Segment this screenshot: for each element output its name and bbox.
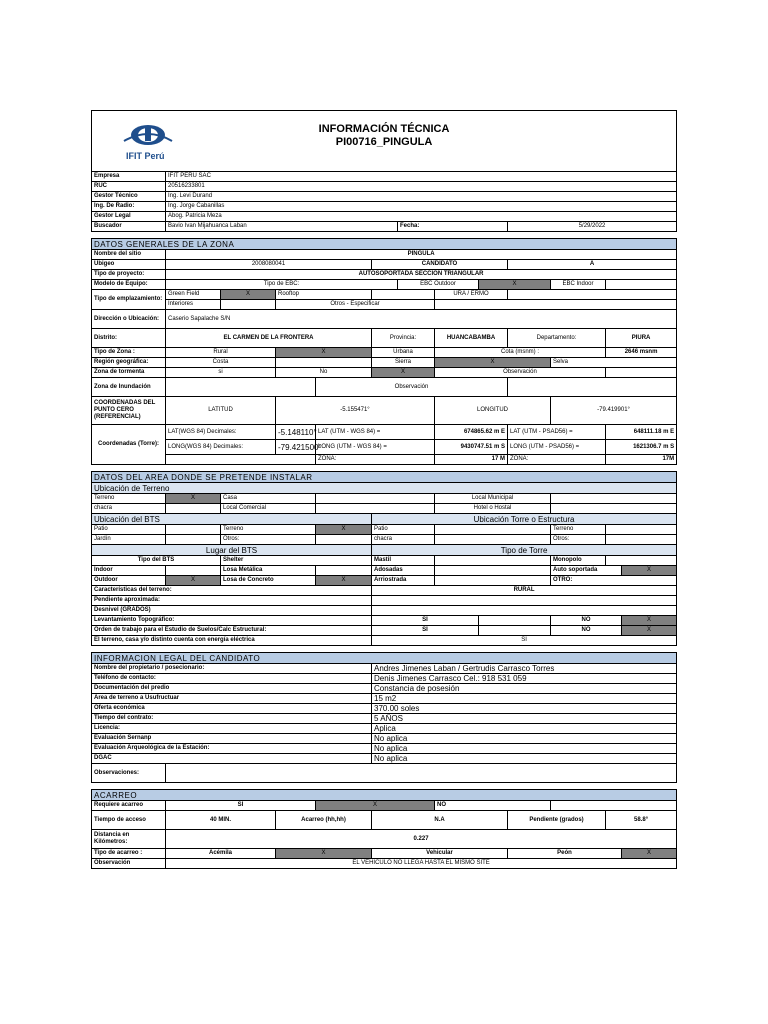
legal-value: No aplica: [372, 754, 677, 764]
torre-terreno-label: Terreno: [551, 525, 606, 535]
requiere-mark: X: [316, 801, 435, 811]
peon-label: Peón: [508, 849, 622, 859]
levantamiento-label: Levantamiento Topográfico:: [92, 616, 372, 626]
levantamiento-mark: X: [622, 616, 677, 626]
tiempo-value: 40 MIN.: [166, 811, 276, 830]
ubic-terreno-heading: Ubicación de Terreno: [92, 483, 677, 494]
peon-mark: X: [622, 849, 677, 859]
legal-label: Area de terreno a Usufructuar: [92, 694, 372, 704]
tipo-torre-heading: Tipo de Torre: [372, 545, 677, 556]
long-psad-value: 1621306.7 m S: [606, 440, 677, 455]
company-value: IFIT PERU SAC: [166, 172, 677, 182]
adosadas-label: Adosadas: [372, 566, 435, 576]
vehicular-label: Vehicular: [372, 849, 508, 859]
ebc-indoor-label: EBC Indoor: [551, 280, 606, 290]
ura-label: URA / ERMO: [435, 290, 508, 300]
lat-psad-label: LAT (UTM - PSAD56) =: [508, 425, 606, 440]
sierra-label: Sierra: [372, 358, 435, 368]
provincia-label: Provincia:: [372, 329, 435, 348]
urbana-label: Urbana: [372, 348, 435, 358]
lat-utm-label: LAT (UTM - WGS 84) =: [316, 425, 435, 440]
candidato-label: CANDIDATO: [372, 260, 508, 270]
acemila-label: Acémila: [166, 849, 276, 859]
losa-concreto-mark: X: [316, 576, 372, 586]
zona-value: 17 M: [435, 455, 508, 465]
distancia-label: Distancia en Kilómetros:: [92, 830, 166, 849]
torre-otros-label: Otros:: [551, 535, 606, 545]
green-field-label: Green Field: [166, 290, 221, 300]
cota-label: Cota (msnm) :: [435, 348, 606, 358]
legal-label: Evaluación Arqueológica de la Estación:: [92, 744, 372, 754]
legal-value: Aplica: [372, 724, 677, 734]
monopolo-label: Monopolo: [551, 556, 606, 566]
terreno-label: Terreno: [92, 494, 166, 504]
ubic-bts-heading: Ubicación del BTS: [92, 514, 372, 525]
section-legal: INFORMACION LEGAL DEL CANDIDATO: [92, 653, 677, 664]
caracteristicas-label: Características del terreno:: [92, 586, 372, 596]
long-dec-value: -79.421500°: [276, 440, 316, 455]
departamento-value: PIURA: [606, 329, 677, 348]
levantamiento-no: NO: [551, 616, 622, 626]
legal-value: 370.00 soles: [372, 704, 677, 714]
zona2-label: ZONA:: [508, 455, 606, 465]
observacion-label: Observación: [92, 859, 166, 869]
orden-label: Orden de trabajo para el Estudio de Suelos/Calc Estructural:: [92, 626, 372, 636]
direccion-value: Caserio Sapalache S/N: [166, 310, 677, 329]
tormenta-no: No: [276, 368, 372, 378]
header: [92, 111, 677, 172]
gestor-tecnico-value: Ing. Levi Durand: [166, 192, 677, 202]
otro-label: OTRO:: [551, 576, 677, 586]
orden-si: SI: [372, 626, 479, 636]
shelter-label: Shelter: [221, 556, 372, 566]
torre-patio-label: Patio: [372, 525, 435, 535]
pendiente-grados-value: 58.8°: [606, 811, 677, 830]
pendiente-label: Pendiente aproximada:: [92, 596, 372, 606]
orden-no: NO: [551, 626, 622, 636]
tipo-ebc-label: Tipo de EBC:: [166, 280, 398, 290]
departamento-label: Departamento:: [508, 329, 606, 348]
fecha-value: 5/29/2022: [508, 222, 677, 232]
legal-label: Tiempo del contrato:: [92, 714, 372, 724]
ruc-label: RUC: [92, 182, 166, 192]
local-municipal-label: Local Municipal: [435, 494, 551, 504]
form-table: [91, 110, 677, 869]
tipo-zona-label: Tipo de Zona :: [92, 348, 166, 358]
rural-mark: X: [276, 348, 372, 358]
legal-label: DGAC: [92, 754, 372, 764]
requiere-si: SI: [166, 801, 316, 811]
green-field-mark: X: [221, 290, 276, 300]
acarreo-hh-value: N.A: [372, 811, 508, 830]
tormenta-si: si: [166, 368, 276, 378]
lat-dec-value: -5.148110°: [276, 425, 316, 440]
gestor-legal-label: Gestor Legal: [92, 212, 166, 222]
section-acarreo: ACARREO: [92, 790, 677, 801]
nombre-label: Nombre del sitio: [92, 250, 166, 260]
rooftop-label: Rooftop: [276, 290, 372, 300]
inundacion-label: Zona de Inundación: [92, 378, 166, 397]
legal-label: Documentación del predio: [92, 684, 372, 694]
ruc-value: 20516233801: [166, 182, 677, 192]
gestor-legal-value: Abog. Patricia Meza: [166, 212, 677, 222]
tormenta-observacion: Observación: [435, 368, 606, 378]
site-code: PI00716_PINGULA: [335, 136, 433, 148]
indoor-label: Indoor: [92, 566, 166, 576]
distrito-label: Distrito:: [92, 329, 166, 348]
tormenta-label: Zona de tormenta: [92, 368, 166, 378]
cota-value: 2646 msnm: [606, 348, 677, 358]
sierra-mark: X: [435, 358, 551, 368]
logo-text: IFIT Perú: [126, 151, 165, 161]
legal-value: Denis Jimenes Carrasco Cel.: 918 531 059: [372, 674, 677, 684]
ubigeo-value: 2008080041: [166, 260, 372, 270]
tipo-bts-label: Tipo del BTS: [92, 556, 221, 566]
rural-label: Rural: [166, 348, 276, 358]
page-title: INFORMACIÓN TÉCNICA: [318, 123, 450, 135]
legal-label: Nombre del propietario / posecionario:: [92, 664, 372, 674]
long-dec-label: LONG(WGS 84) Decimales:: [166, 440, 276, 455]
legal-label: Teléfono de contacto:: [92, 674, 372, 684]
legal-value: Constancia de posesión: [372, 684, 677, 694]
coord-label: COORDENADAS DEL PUNTO CERO (REFERENCIAL): [92, 397, 166, 425]
tiempo-label: Tiempo de acceso: [92, 811, 166, 830]
bts-otros-label: Otros:: [221, 535, 316, 545]
technical-sheet: [91, 110, 676, 902]
latitud-label: LATITUD: [166, 397, 276, 425]
ing-radio-label: Ing. De Radio:: [92, 202, 166, 212]
lat-dec-label: LAT(WGS 84) Decimales:: [166, 425, 276, 440]
torre-label: Coordenadas (Torre):: [92, 425, 166, 465]
orden-mark: X: [622, 626, 677, 636]
direccion-label: Dirección o Ubicación:: [92, 310, 166, 329]
long-psad-label: LONG (UTM - PSAD56) =: [508, 440, 606, 455]
gestor-tecnico-label: Gestor Técnico: [92, 192, 166, 202]
zona2-value: 17M: [606, 455, 677, 465]
chacra-label: chacra: [92, 504, 166, 514]
emplazamiento-label: Tipo de emplazamiento:: [92, 290, 166, 310]
buscador-label: Buscador: [92, 222, 166, 232]
section-general: DATOS GENERALES DE LA ZONA: [92, 239, 677, 250]
tormenta-mark: X: [372, 368, 435, 378]
lat-psad-value: 648111.18 m E: [606, 425, 677, 440]
section-area: DATOS DEL AREA DONDE SE PRETENDE INSTALAR: [92, 472, 677, 483]
torre-chacra-label: chacra: [372, 535, 435, 545]
distancia-value: 0.227: [166, 830, 677, 849]
local-comercial-label: Local Comercial: [221, 504, 316, 514]
selva-label: Selva: [551, 358, 677, 368]
casa-label: Casa: [221, 494, 316, 504]
lat-utm-value: 674865.62 m E: [435, 425, 508, 440]
observaciones-label: Observaciones:: [92, 764, 166, 783]
acarreo-hh-label: Acarreo (hh,hh): [276, 811, 372, 830]
lugar-bts-heading: Lugar del BTS: [92, 545, 372, 556]
candidato-value: A: [508, 260, 677, 270]
outdoor-mark: X: [166, 576, 221, 586]
desnivel-label: Desnivel (GRADOS): [92, 606, 372, 616]
pendiente-grados-label: Pendiente (grados): [508, 811, 606, 830]
zona-label: ZONA:: [316, 455, 435, 465]
legal-label: Oferta económica: [92, 704, 372, 714]
region-label: Región geográfica:: [92, 358, 166, 368]
otros-especificar-label: Otros - Especificar: [276, 300, 435, 310]
long-utm-value: 9430747.51 m S: [435, 440, 508, 455]
observacion-value: EL VEHICULO NO LLEGA HASTA EL MISMO SITE: [166, 859, 677, 869]
tipo-proyecto-value: AUTOSOPORTADA SECCION TRIANGULAR: [166, 270, 677, 280]
auto-soportada-mark: X: [622, 566, 677, 576]
interiores-label: Interiores: [166, 300, 221, 310]
longitud-value: -79.419901°: [551, 397, 677, 425]
bts-jardin-label: Jardín: [92, 535, 166, 545]
requiere-no: NO: [435, 801, 551, 811]
latitud-value: -5.155471°: [276, 397, 435, 425]
legal-value: No aplica: [372, 744, 677, 754]
longitud-label: LONGITUD: [435, 397, 551, 425]
requiere-label: Requiere acarreo: [92, 801, 166, 811]
inundacion-observacion: Observación: [316, 378, 508, 397]
ing-radio-value: Ing. Jorge Cabanillas: [166, 202, 677, 212]
bts-terreno-label: Terreno: [221, 525, 316, 535]
arriostrada-label: Arriostrada: [372, 576, 435, 586]
bts-patio-label: Patio: [92, 525, 166, 535]
caracteristicas-value: RURAL: [372, 586, 677, 596]
bts-terreno-mark: X: [316, 525, 372, 535]
modelo-label: Modelo de Equipo:: [92, 280, 166, 290]
mastil-label: Mastil: [372, 556, 435, 566]
ebc-outdoor-label: EBC Outdoor: [398, 280, 479, 290]
nombre-value: PINGULA: [166, 250, 677, 260]
legal-value: Andres Jimenes Laban / Gertrudis Carrasco Torres: [372, 664, 677, 674]
terreno-mark: X: [166, 494, 221, 504]
ebc-outdoor-mark: X: [479, 280, 551, 290]
costa-label: Costa: [166, 358, 276, 368]
fecha-label: Fecha:: [398, 222, 508, 232]
ubigeo-label: Ubigeo: [92, 260, 166, 270]
legal-value: 5 AÑOS: [372, 714, 677, 724]
legal-value: No aplica: [372, 734, 677, 744]
legal-label: Evaluación Sernanp: [92, 734, 372, 744]
tipo-acarreo-label: Tipo de acarreo :: [92, 849, 166, 859]
losa-concreto-label: Losa de Concreto: [221, 576, 316, 586]
losa-metalica-label: Losa Metálica: [221, 566, 316, 576]
tipo-proyecto-label: Tipo de proyecto:: [92, 270, 166, 280]
provincia-value: HUANCABAMBA: [435, 329, 508, 348]
company-label: Empresa: [92, 172, 166, 182]
levantamiento-si: SI: [372, 616, 479, 626]
energia-label: El terreno, casa y/o distinto cuenta con energía eléctrica: [92, 636, 372, 646]
acemila-mark: X: [276, 849, 372, 859]
legal-label: Licencia:: [92, 724, 372, 734]
buscador-value: Bavio Ivan Mijahuanca Laban: [166, 222, 398, 232]
hotel-label: Hotel o Hostal: [435, 504, 551, 514]
outdoor-label: Outdoor: [92, 576, 166, 586]
legal-value: 15 m2: [372, 694, 677, 704]
auto-soportada-label: Auto soportada: [551, 566, 622, 576]
energia-value: SI: [372, 636, 677, 646]
long-utm-label: LONG (UTM - WGS 84) =: [316, 440, 435, 455]
ubic-torre-heading: Ubicación Torre o Estructura: [372, 514, 677, 525]
distrito-value: EL CARMEN DE LA FRONTERA: [166, 329, 372, 348]
